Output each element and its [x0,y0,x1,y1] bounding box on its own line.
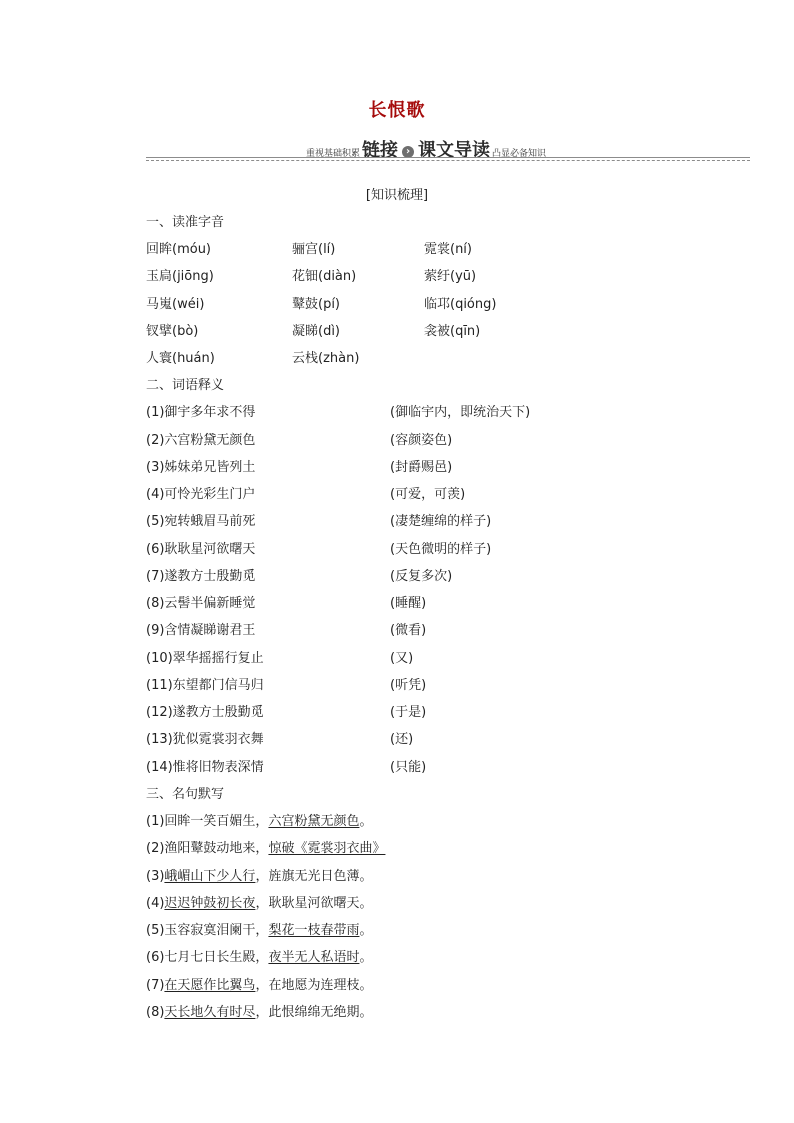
vocab-meaning: (微看) [390,623,427,638]
vocab-term: (6)耿耿星河欲曙天 [146,542,256,557]
knowledge-heading: [知识梳理] [365,188,429,203]
vocab-meaning: (可爱，可羡) [390,487,466,502]
document-title: 长恨歌 [368,100,426,121]
recitation-line [146,1001,372,1020]
vocab-term: (3)姊妹弟兄皆列土 [146,460,256,475]
vocab-meaning: (又) [390,651,414,666]
pinyin-item: 霓裳(ní) [424,242,472,257]
line-number: (1) [146,814,165,829]
pinyin-item: 马嵬(wéi) [146,297,205,312]
given-text: 。 [359,923,373,938]
pinyin-item: 玉扃(jiōng) [146,269,214,284]
pinyin-item: 鼙鼓(pí) [292,297,341,312]
line-number: (5) [146,923,165,938]
banner-link-word: 链接 [362,140,399,161]
answer-text: 惊破《霓裳羽衣曲》 [268,841,386,856]
vocab-term: (7)遂教方士殷勤觅 [146,569,256,584]
answer-text: 峨嵋山下少人行 [164,869,256,884]
pinyin-item: 萦纡(yū) [424,269,477,284]
line-number: (2) [146,841,165,856]
vocab-meaning: (封爵赐邑) [390,460,453,475]
vocab-meaning: (御临宇内，即统治天下) [390,405,531,420]
vocab-term: (14)惟将旧物表深情 [146,760,264,775]
vocab-meaning: (反复多次) [390,569,453,584]
recitation-line [146,837,385,856]
given-text: ，旌旗无光日色薄。 [255,869,373,884]
vocab-term: (5)宛转蛾眉马前死 [146,514,256,529]
banner-main-word: 课文导读 [418,140,491,161]
vocab-term: (10)翠华摇摇行复止 [146,651,264,666]
section2-heading: 二、词语释义 [146,378,225,393]
answer-text: 迟迟钟鼓初长夜 [164,896,256,911]
given-text: 。 [359,814,373,829]
given-text: ，此恨绵绵无绝期。 [255,1005,373,1020]
line-number: (4) [146,896,165,911]
vocab-meaning: (凄楚缠绵的样子) [390,514,492,529]
given-text: 渔阳鼙鼓动地来， [164,841,269,856]
line-number: (7) [146,978,165,993]
line-number: (8) [146,1005,165,1020]
vocab-meaning: (听凭) [390,678,427,693]
section3-heading: 三、名句默写 [146,787,225,802]
vocab-term: (12)遂教方士殷勤觅 [146,705,264,720]
given-text: 玉容寂寞泪阑干， [164,923,269,938]
pinyin-item: 钗擘(bò) [146,324,199,339]
answer-text: 在天愿作比翼鸟 [164,978,256,993]
given-text: ，在地愿为连理枝。 [255,978,373,993]
vocab-term: (8)云髻半偏新睡觉 [146,596,256,611]
vocab-term: (11)东望都门信马归 [146,678,264,693]
banner-left-caption: 重视基础积累 [306,149,361,159]
chevron-right-icon: › [402,146,414,158]
pinyin-item: 回眸(móu) [146,242,212,257]
vocab-term: (9)含情凝睇谢君王 [146,623,256,638]
recitation-line [146,919,372,938]
recitation-line [146,974,372,993]
recitation-line [146,946,372,965]
banner-divider [146,157,750,161]
pinyin-item: 凝睇(dì) [292,324,341,339]
section1-heading: 一、读准字音 [146,215,225,230]
given-text: 七月七日长生殿， [164,950,269,965]
vocab-meaning: (还) [390,732,414,747]
vocab-meaning: (于是) [390,705,427,720]
answer-text: 六宫粉黛无颜色 [268,814,360,829]
vocab-term: (13)犹似霓裳羽衣舞 [146,732,264,747]
given-text: ，耿耿星河欲曙天。 [255,896,373,911]
line-number: (3) [146,869,165,884]
banner-right-caption: 凸显必备知识 [492,149,547,159]
line-number: (6) [146,950,165,965]
section-banner [146,134,750,164]
pinyin-item: 临邛(qióng) [424,297,497,312]
vocab-term: (1)御宇多年求不得 [146,405,256,420]
given-text: 。 [359,950,373,965]
answer-text: 夜半无人私语时 [268,950,360,965]
given-text: 回眸一笑百媚生， [164,814,269,829]
pinyin-item: 骊宫(lí) [292,242,336,257]
vocab-meaning: (容颜姿色) [390,433,453,448]
recitation-line [146,810,372,829]
recitation-line [146,865,372,884]
pinyin-item: 花钿(diàn) [292,269,357,284]
vocab-meaning: (天色微明的样子) [390,542,492,557]
pinyin-item: 云栈(zhàn) [292,351,360,366]
pinyin-item: 衾被(qīn) [424,324,481,339]
vocab-meaning: (睡醒) [390,596,427,611]
vocab-meaning: (只能) [390,760,427,775]
recitation-line [146,892,372,911]
vocab-term: (2)六宫粉黛无颜色 [146,433,256,448]
answer-text: 天长地久有时尽 [164,1005,256,1020]
pinyin-item: 人寰(huán) [146,351,215,366]
answer-text: 梨花一枝春带雨 [268,923,360,938]
vocab-term: (4)可怜光彩生门户 [146,487,256,502]
